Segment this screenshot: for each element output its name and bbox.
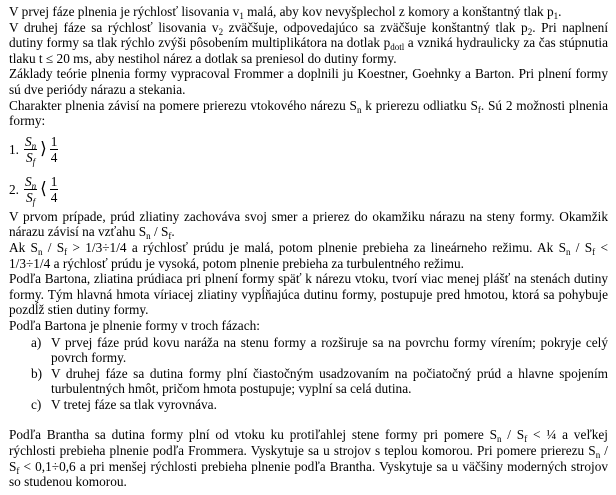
paragraph-character xyxy=(9,98,608,129)
list-item xyxy=(31,366,608,397)
subscript: f xyxy=(524,434,528,445)
symbol: S xyxy=(25,133,32,149)
greater-than-symbol: ⟩ xyxy=(40,139,47,159)
paragraph-barton-phases-intro: Podľa Bartona je plnenie formy v troch fázach: xyxy=(9,317,260,333)
text-run: / S xyxy=(570,239,593,255)
text-run: malá, aby kov nevyšplechol z komory a konštantný tlak p xyxy=(243,4,554,19)
paragraph-phase-two xyxy=(9,20,608,67)
text-run: / S xyxy=(501,427,525,443)
fraction-denominator: 4 xyxy=(50,189,58,205)
fraction-denominator xyxy=(26,150,35,166)
list-item-text: V tretej fáze sa tlak vyrovnáva. xyxy=(51,396,217,412)
text-run: > 1/3÷1/4 a rýchlosť prúdu je malá, potom plnenie prebieha za lineárneho režimu. Ak S xyxy=(67,239,566,255)
symbol: S xyxy=(25,173,32,189)
subscript: n xyxy=(496,434,502,445)
subscript: f xyxy=(16,465,20,476)
subscript: 2 xyxy=(527,26,533,37)
fraction-denominator xyxy=(26,190,35,206)
fraction-numerator xyxy=(24,134,37,150)
fraction-denominator: 4 xyxy=(50,149,58,165)
subscript: f xyxy=(477,104,481,115)
text-run: . Pri naplnení dutiny formy sa tlak rýchlo zvýši pôsobením multiplikátora na dotlak p xyxy=(9,19,609,51)
fraction-numerator: 1 xyxy=(50,133,58,149)
formula-2 xyxy=(9,171,608,209)
formula-number: 2. xyxy=(9,181,19,197)
subscript: n xyxy=(356,104,362,115)
subscript: n xyxy=(37,246,43,257)
paragraph-phase-one xyxy=(9,4,608,20)
list-marker: c) xyxy=(31,396,42,412)
subscript: 1 xyxy=(553,11,559,21)
symbol: S xyxy=(25,149,33,165)
subscript: f xyxy=(64,246,68,257)
formula-number: 1. xyxy=(9,141,19,157)
symbol: S xyxy=(25,189,33,205)
quarter-fraction xyxy=(50,134,59,166)
text-run: . xyxy=(171,224,175,240)
text-run: Ak S xyxy=(9,239,38,255)
ratio-fraction xyxy=(24,174,37,206)
fraction-numerator: 1 xyxy=(50,173,58,189)
subscript: n xyxy=(31,140,37,151)
text-run: . xyxy=(558,4,562,19)
fraction-numerator xyxy=(24,174,37,190)
list-marker: b) xyxy=(31,365,43,381)
text-run: k prierezu odliatku S xyxy=(361,97,478,113)
text-run: / S xyxy=(42,239,65,255)
text-run: / S xyxy=(9,443,608,474)
formula-1 xyxy=(9,131,608,169)
paragraph-branth xyxy=(9,427,608,489)
text-run: Podľa Brantha sa dutina formy plní od vtoku ku protiľahlej stene formy pri pomere S xyxy=(9,427,497,443)
paragraph-first-case xyxy=(9,209,608,240)
list-item-text: V prvej fáze prúd kovu naráža na stenu formy a rozširuje sa na povrchu formy vírením; pokryje celý povrch formy. xyxy=(51,334,608,366)
list-marker: a) xyxy=(31,334,42,350)
phases-list xyxy=(9,335,608,413)
text-run: Charakter plnenia závisí na pomere prierezu vtokového nárezu S xyxy=(9,97,357,113)
text-run: V prvej fáze plnenia je rýchlosť lisovania v xyxy=(9,4,240,19)
quarter-fraction xyxy=(50,174,59,206)
subscript: f xyxy=(32,156,36,167)
list-item xyxy=(31,397,608,413)
text-run: V prvom prípade, prúd zliatiny zachováva svoj smer a prierez do okamžiku nárazu na steny formy. Okamžik nárazu závisí na vzťahu S xyxy=(9,208,608,240)
subscript: 1 xyxy=(239,11,244,21)
list-item xyxy=(31,335,608,366)
subscript: n xyxy=(595,450,601,461)
list-item-text: V druhej fáze sa dutina formy plní čiastočným usadzovaním na počiatočný prúd a hlavne spojením turbulentných hmôt, pričom hmota postupuje; vyplní sa celá dutina. xyxy=(51,365,608,397)
subscript: f xyxy=(592,246,596,257)
subscript: n xyxy=(31,180,37,191)
less-than-symbol: ⟨ xyxy=(40,179,47,199)
paragraph-regime xyxy=(9,240,608,271)
text-run: < 0,1÷0,6 a pri menšej rýchlosti prebieha plnenie podľa Brantha. Vyskytuje sa u väčšiny moderných strojov so studenou komorou. xyxy=(9,458,608,490)
text-run: . Sú 2 možnosti plnenia formy: xyxy=(9,97,608,129)
text-run: < ¼ a veľkej rýchlosti prebieha plnenie podľa Frommera. Vyskytuje sa u strojov s teplou komorou. Pri pomere prierezu S xyxy=(9,427,609,459)
subscript: f xyxy=(168,231,172,242)
text-run: / S xyxy=(150,224,169,240)
spacer xyxy=(9,412,608,427)
paragraph-theory: Základy teórie plnenia formy vypracoval Frommer a doplnili ju Koestner, Goehnky a Barton. Pri plnení formy sú dve periódy nárazu a stekania. xyxy=(9,66,608,97)
subscript: 2 xyxy=(218,26,224,37)
subscript: dotl xyxy=(390,42,405,53)
text-run: a vzniká hydraulicky za čas stúpnutia tlaku t ≤ 20 ms, aby nestihol nárez a dotlak sa preniesol do dutiny formy. xyxy=(9,35,608,66)
subscript: n xyxy=(565,246,571,257)
ratio-fraction xyxy=(24,134,37,166)
text-run: V druhej fáze sa rýchlosť lisovania v xyxy=(9,19,219,35)
paragraph-barton: Podľa Bartona, zliatina prúdiaca pri plnení formy späť k nárezu vtoku, tvorí viac menej plášť na stenách dutiny formy. Tým hlavná hmota víriacej zliatiny vypĺňajúca dutinu formy, postupuje pred hmotou, ktorá sa pohybuje pozdĺž stien dutiny formy. xyxy=(9,271,608,318)
text-run: zväčšuje, odpovedajúco sa zväčšuje konštantný tlak p xyxy=(223,19,528,35)
subscript: n xyxy=(146,231,151,242)
subscript: f xyxy=(32,196,36,207)
text-run: < 1/3÷1/4 a rýchlosť prúdu je vysoká, potom plnenie prebieha za turbulentného režimu. xyxy=(9,239,608,271)
